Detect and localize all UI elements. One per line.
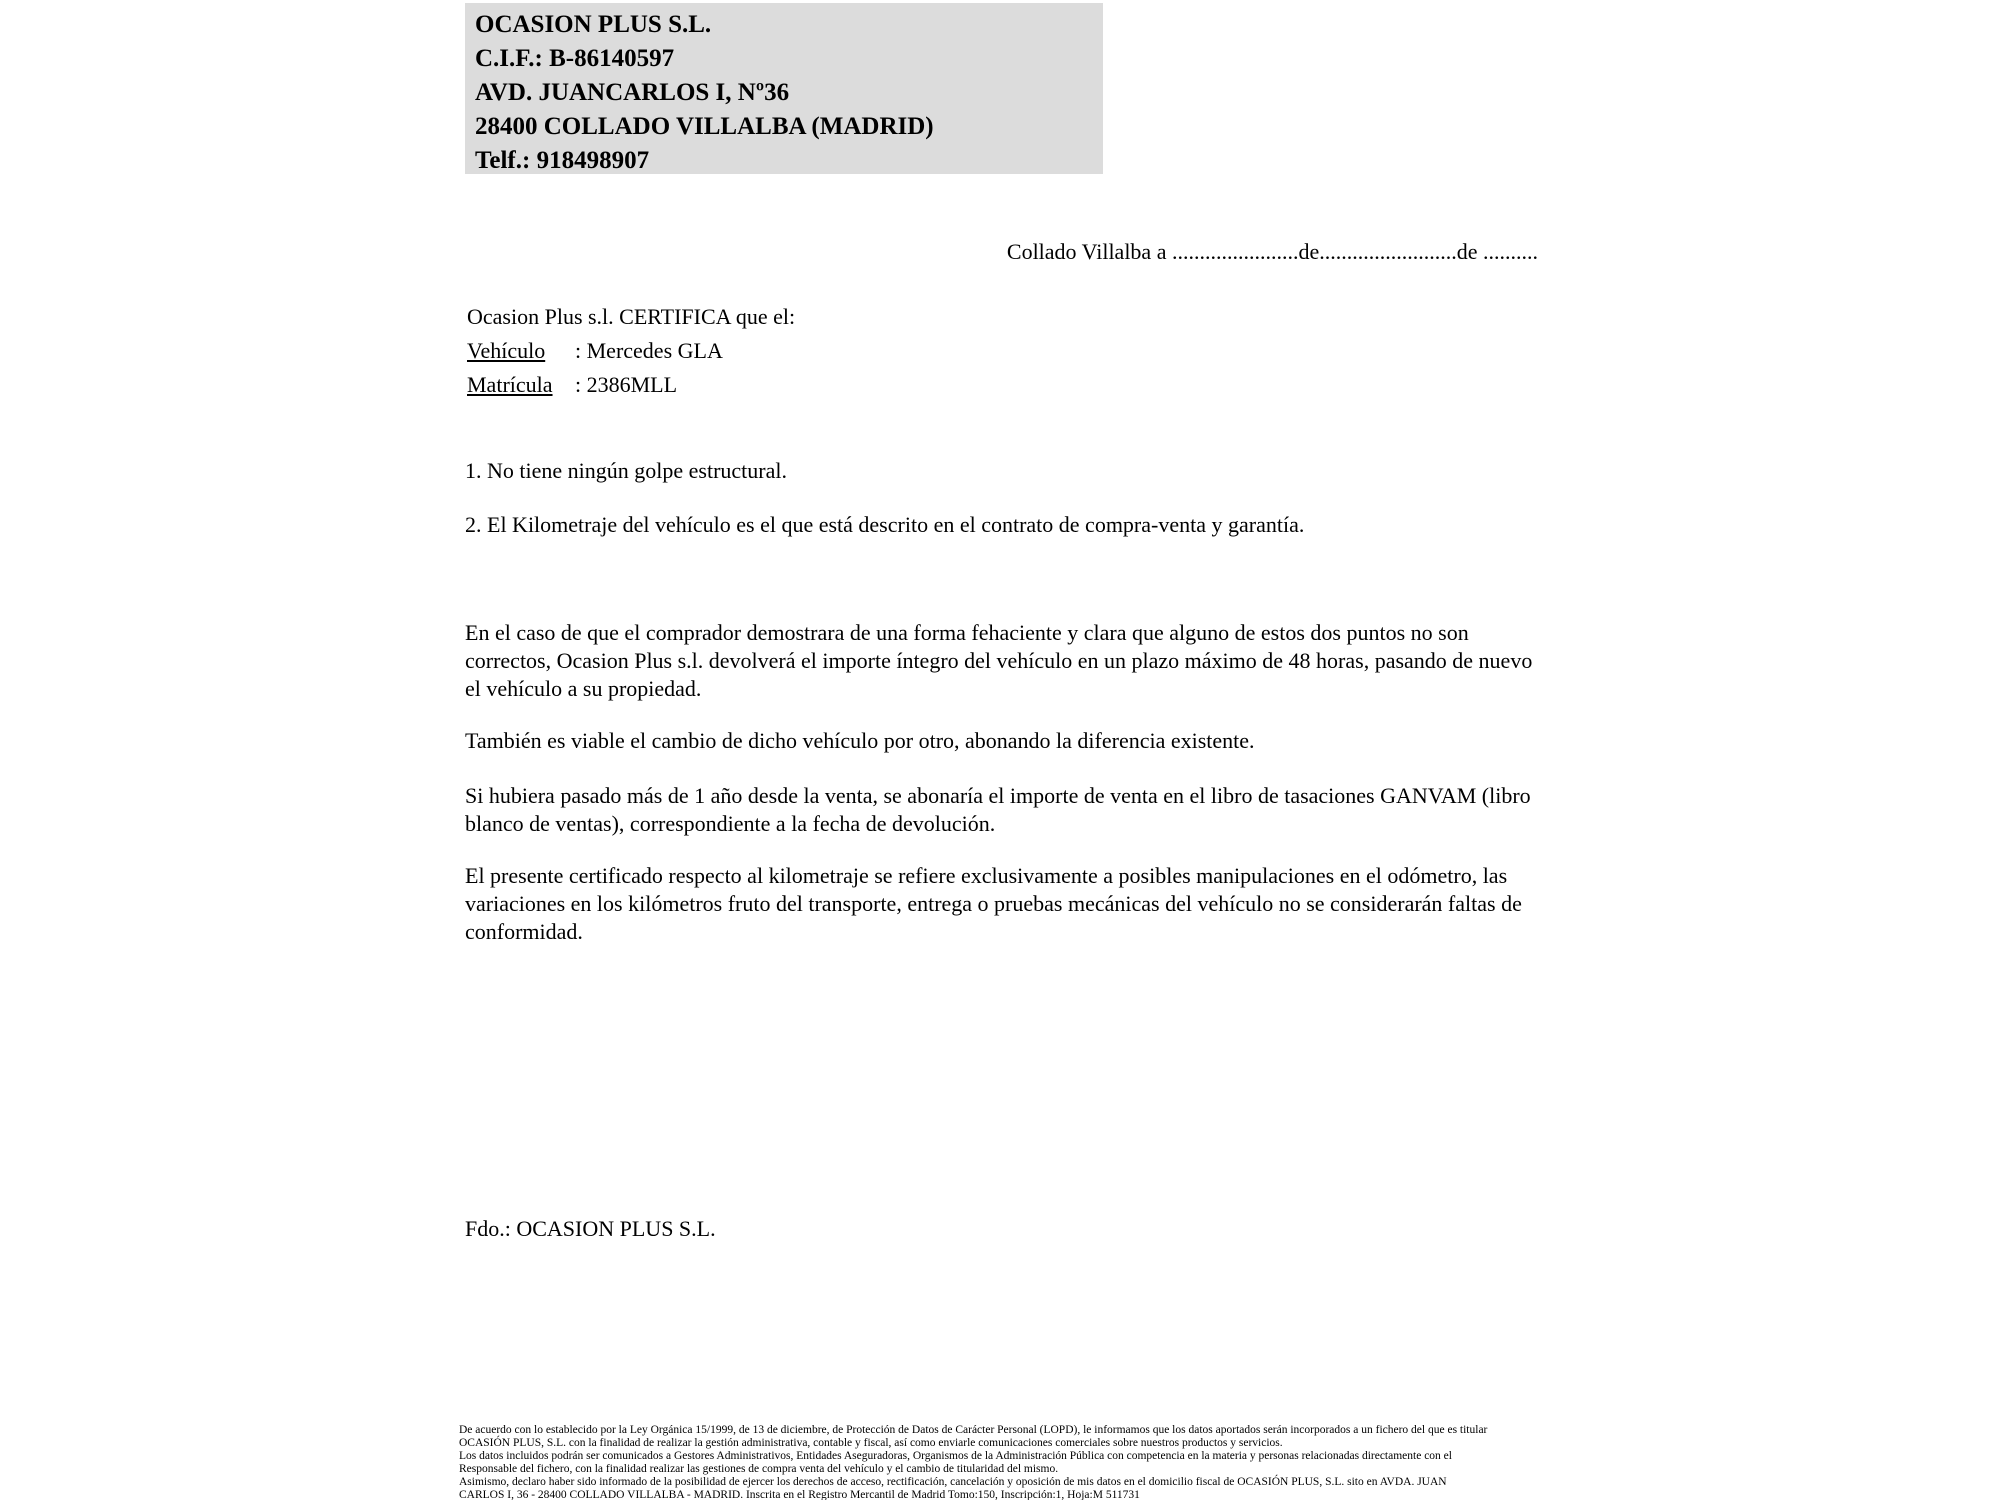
certification-block <box>467 300 1540 402</box>
plate-field-label: Matrícula <box>467 372 553 397</box>
company-name: OCASION PLUS S.L. <box>475 11 712 38</box>
ganvam-paragraph: Si hubiera pasado más de 1 año desde la venta, se abonaría el importe de venta en el libro de tasaciones GANVAM (libro blanco de ventas), correspondiente a la fecha de devolución. <box>465 783 1531 836</box>
exchange-paragraph: También es viable el cambio de dicho vehículo por otro, abonando la diferencia existente. <box>465 728 1255 753</box>
plate-field-value: 2386MLL <box>586 372 678 397</box>
numbered-point-1: 1. No tiene ningún golpe estructural. <box>465 458 787 483</box>
vehicle-field-label: Vehículo <box>467 338 546 363</box>
vehicle-field-row <box>467 334 1540 368</box>
vehicle-field-separator: : <box>575 338 587 363</box>
legal-footer-line: Asimismo, declaro haber sido informado de la posibilidad de ejercer los derechos de acceso, rectificación, cancelación y oposición de mis datos en el domicilio fiscal de OCASIÓN PLUS, S.L. sito en AVDA. JUAN <box>459 1476 1447 1488</box>
legal-footer-line: CARLOS I, 36 - 28400 COLLADO VILLALBA - MADRID. Inscrita en el Registro Mercantil de Madrid Tomo:150, Inscripción:1, Hoja:M 511731 <box>459 1489 1140 1500</box>
legal-footer-line: OCASIÓN PLUS, S.L. con la finalidad de realizar la gestión administrativa, contable y fiscal, así como enviarle comunicaciones comerciales sobre nuestros productos y servicios. <box>459 1437 1283 1449</box>
odometer-paragraph: El presente certificado respecto al kilometraje se refiere exclusivamente a posibles manipulaciones en el odómetro, las variaciones en los kilómetros fruto del transporte, entrega o pruebas mecánicas del vehículo no se considerarán faltas de conformidad. <box>465 863 1522 944</box>
legal-footer-line: Responsable del fichero, con la finalidad realizar las gestiones de compra venta del vehículo y el cambio de titularidad del mismo. <box>459 1463 1059 1475</box>
plate-field-row <box>467 368 1540 402</box>
vehicle-field-value: Mercedes GLA <box>586 338 723 363</box>
company-city: 28400 COLLADO VILLALBA (MADRID) <box>475 113 934 140</box>
signature-line: Fdo.: OCASION PLUS S.L. <box>465 1216 716 1241</box>
date-fill-in-line: Collado Villalba a .......................de.........................de .......... <box>1006 239 1538 264</box>
company-cif: C.I.F.: B-86140597 <box>475 45 675 72</box>
company-address: AVD. JUANCARLOS I, Nº36 <box>475 79 790 106</box>
certification-intro: Ocasion Plus s.l. CERTIFICA que el: <box>467 304 796 329</box>
company-header-block <box>465 3 1103 174</box>
legal-footer-line: Los datos incluidos podrán ser comunicados a Gestores Administrativos, Entidades Aseguradoras, Organismos de la Administración Pública con competencia en la materia y personas relacionadas directamente con el <box>459 1450 1452 1462</box>
refund-paragraph: En el caso de que el comprador demostrara de una forma fehaciente y clara que alguno de estos dos puntos no son correctos, Ocasion Plus s.l. devolverá el importe íntegro del vehículo en un plazo máximo de 48 horas, pasando de nuevo el vehículo a su propiedad. <box>465 620 1533 701</box>
plate-field-separator: : <box>575 372 587 397</box>
numbered-point-2: 2. El Kilometraje del vehículo es el que está descrito en el contrato de compra-venta y garantía. <box>465 512 1305 537</box>
legal-footer <box>459 1424 1569 1500</box>
legal-footer-line: De acuerdo con lo establecido por la Ley Orgánica 15/1999, de 13 de diciembre, de Protección de Datos de Carácter Personal (LOPD), le informamos que los datos aportados serán incorporados a un fichero del que es titular <box>459 1424 1488 1436</box>
company-phone: Telf.: 918498907 <box>475 147 650 174</box>
